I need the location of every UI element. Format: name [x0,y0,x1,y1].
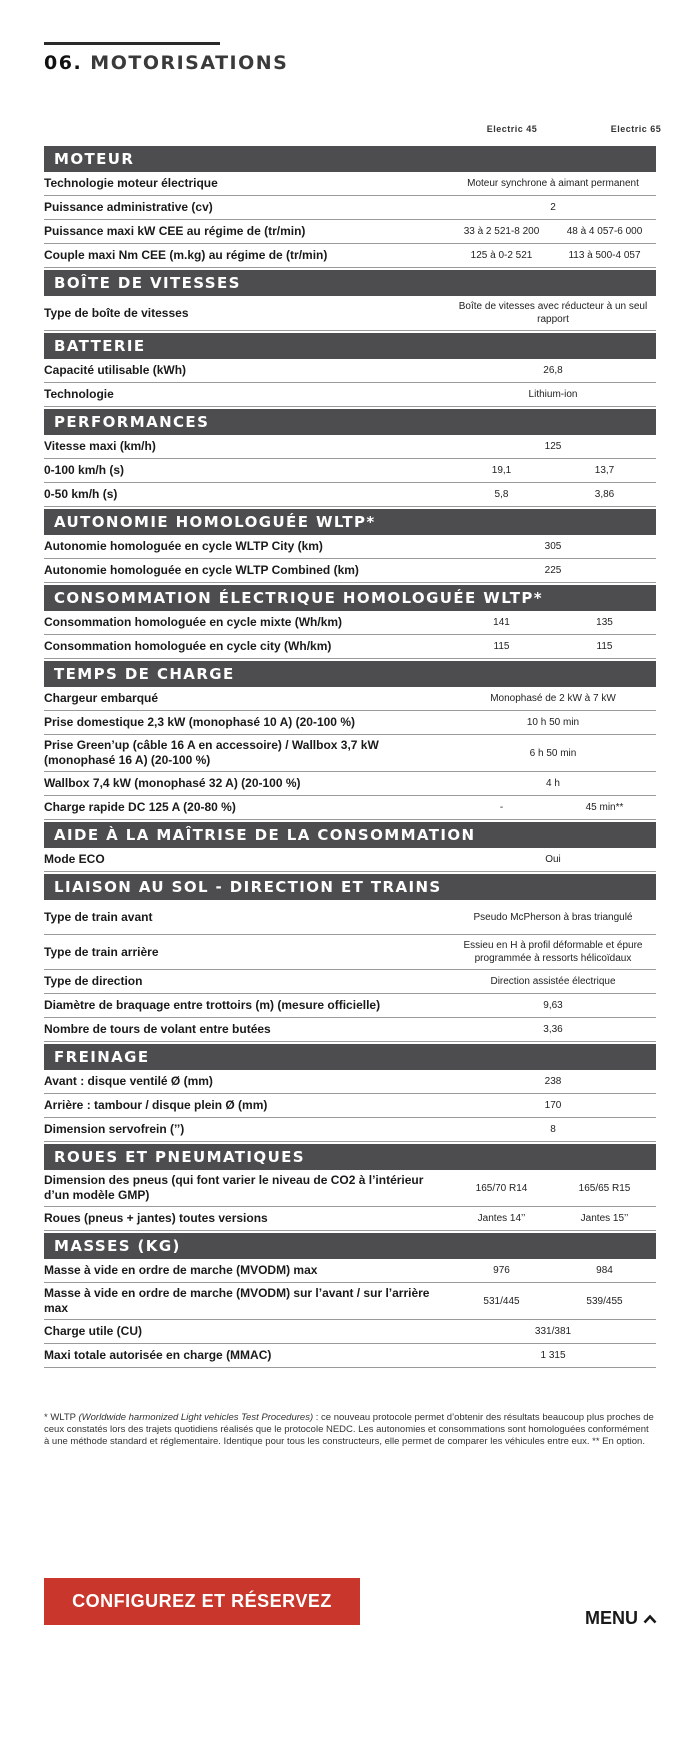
row-label: Dimension servofrein (’’) [44,1122,185,1136]
menu-label: MENU [585,1608,638,1628]
row-value-electric-45: 115 [493,641,510,652]
table-row [44,196,656,220]
table-row [44,244,656,268]
row-value-electric-65: 45 min** [585,802,624,813]
table-row [44,994,656,1018]
section-header-liaison-au-sol-direction-et-trains: LIAISON AU SOL - DIRECTION ET TRAINS [44,874,656,900]
column-header-electric-45: Electric 45 [486,124,538,134]
section-header-boite-de-vitesses: BOÎTE DE VITESSES [44,270,656,296]
row-value-electric-65: 539/455 [586,1295,623,1307]
row-value-electric-45: 19,1 [491,465,512,476]
row-label: Charge rapide DC 125 A (20-80 %) [44,800,236,814]
row-label: Consommation homologuée en cycle mixte (Wh/km) [44,615,343,629]
table-row [44,711,656,735]
row-label: Capacité utilisable (kWh) [44,363,187,377]
chevron-up-icon [643,1614,657,1624]
row-value-shared: 26,8 [543,365,563,376]
row-value-electric-65: 115 [596,641,613,652]
row-label: Type de train avant [44,909,153,924]
row-value-shared: Boîte de vitesses avec réducteur à un seul rapport [458,301,648,325]
row-value-shared: Lithium-ion [528,389,578,400]
table-row [44,772,656,796]
row-label: 0-100 km/h (s) [44,463,125,477]
section-header-autonomie-homologuee-wltp: AUTONOMIE HOMOLOGUÉE WLTP* [44,509,656,535]
section-header-consommation-electrique-homologuee-wltp: CONSOMMATION ÉLECTRIQUE HOMOLOGUÉE WLTP* [44,585,656,611]
row-label: Avant : disque ventilé Ø (mm) [44,1074,213,1088]
row-label: Type de direction [44,974,143,988]
footnote [44,1412,656,1448]
row-value-shared: Pseudo McPherson à bras triangulé [473,911,633,923]
column-header-electric-65: Electric 65 [610,124,662,134]
section-header-performances: PERFORMANCES [44,409,656,435]
row-label: Dimension des pneus (qui font varier le niveau de CO2 à l’intérieur d’un modèle GMP) [44,1173,424,1202]
section-header-freinage: FREINAGE [44,1044,656,1070]
table-row [44,383,656,407]
section-header-aide-a-la-maitrise-de-la-consommation: AIDE À LA MAÎTRISE DE LA CONSOMMATION [44,822,656,848]
table-row [44,1259,656,1283]
row-label: Mode ECO [44,852,105,866]
table-row [44,535,656,559]
row-label: Charge utile (CU) [44,1324,143,1338]
row-label: Consommation homologuée en cycle city (Wh/km) [44,639,332,653]
table-row [44,796,656,820]
row-value-electric-45: - [499,802,504,813]
configure-and-reserve-button[interactable] [44,1578,360,1625]
row-value-electric-65: 48 à 4 057-6 000 [566,226,643,237]
row-value-electric-65: 13,7 [594,465,615,476]
row-value-shared: 125 [544,441,562,452]
table-row [44,172,656,196]
row-value-shared: 4 h [546,778,560,789]
row-value-electric-45: 33 à 2 521-8 200 [463,226,540,237]
row-label: Masse à vide en ordre de marche (MVODM) max [44,1263,318,1277]
table-row [44,459,656,483]
row-label: Roues (pneus + jantes) toutes versions [44,1211,268,1225]
page-heading: MOTORISATIONS [90,52,289,74]
row-value-shared: 2 [550,202,556,213]
page-number: 06. [44,52,83,74]
section-header-batterie: BATTERIE [44,333,656,359]
table-row [44,735,656,772]
table-row [44,359,656,383]
row-value-electric-45: Jantes 14’’ [477,1213,526,1224]
section-header-temps-de-charge: TEMPS DE CHARGE [44,661,656,687]
row-value-electric-45: 165/70 R14 [475,1182,528,1194]
row-label: Vitesse maxi (km/h) [44,439,156,453]
row-value-shared: 1 315 [540,1350,566,1361]
row-value-shared: Direction assistée électrique [490,976,616,987]
footnote-body: : ce nouveau protocole permet d’obtenir des résultats beaucoup plus proches de ceux constatés lors des trajets quotidiens réalisés que le protocole NEDC. Les autonomies et consommations sont homologuées conformément à une méthode standard et réglementaire. Identique pour tous les constructeurs, elle permet de comparer les véhicules entre eux. ** En option. [44,1412,654,1447]
row-label: Chargeur embarqué [44,691,159,705]
table-row [44,1320,656,1344]
row-value-electric-45: 976 [493,1265,510,1276]
page-title [44,52,288,74]
row-value-shared: Essieu en H à profil déformable et épure programmée à ressorts hélicoïdaux [463,940,643,964]
row-value-shared: 6 h 50 min [529,747,577,759]
row-value-electric-65: Jantes 15’’ [580,1213,629,1224]
row-label: Maxi totale autorisée en charge (MMAC) [44,1348,272,1362]
table-row [44,1170,656,1207]
title-rule [44,42,220,45]
footnote-italic: (Worldwide harmonized Light vehicles Test Procedures) [78,1412,314,1423]
row-value-shared: 238 [544,1076,562,1087]
section-header-masses-kg: MASSES (KG) [44,1233,656,1259]
table-row [44,970,656,994]
table-row [44,559,656,583]
table-row [44,687,656,711]
row-label: Technologie [44,387,114,401]
row-value-electric-65: 984 [596,1265,613,1276]
menu-button[interactable] [585,1608,657,1629]
row-label: Type de train arrière [44,944,159,959]
row-value-shared: Monophasé de 2 kW à 7 kW [490,693,616,704]
row-value-electric-65: 113 à 500-4 057 [568,250,641,261]
row-label: Autonomie homologuée en cycle WLTP City (km) [44,539,323,553]
row-value-electric-45: 531/445 [483,1295,520,1307]
table-row [44,296,656,331]
row-value-electric-65: 135 [596,617,613,628]
row-value-shared: 170 [544,1100,562,1111]
row-label: 0-50 km/h (s) [44,487,118,501]
table-row [44,848,656,872]
row-label: Technologie moteur électrique [44,176,218,190]
row-label: Couple maxi Nm CEE (m.kg) au régime de (tr/min) [44,248,328,262]
section-header-moteur: MOTEUR [44,146,656,172]
table-row [44,1118,656,1142]
row-value-shared: 331/381 [534,1326,572,1337]
row-label: Diamètre de braquage entre trottoirs (m) (mesure officielle) [44,998,381,1012]
table-row [44,1207,656,1231]
row-value-shared: 9,63 [543,1000,563,1011]
table-row [44,611,656,635]
row-value-electric-45: 5,8 [494,489,509,500]
row-label: Prise domestique 2,3 kW (monophasé 10 A) (20-100 %) [44,715,355,729]
column-headers [44,124,662,144]
row-value-electric-45: 125 à 0-2 521 [470,250,533,261]
row-value-electric-45: 141 [493,617,510,628]
table-row [44,1094,656,1118]
row-label: Masse à vide en ordre de marche (MVODM) sur l’avant / sur l’arrière max [44,1286,430,1315]
table-row [44,1283,656,1320]
table-row [44,1070,656,1094]
row-label: Nombre de tours de volant entre butées [44,1022,271,1036]
row-value-shared: 3,36 [543,1024,563,1035]
row-label: Arrière : tambour / disque plein Ø (mm) [44,1098,268,1112]
table-row [44,435,656,459]
row-label: Prise Green’up (câble 16 A en accessoire) / Wallbox 3,7 kW (monophasé 16 A) (20-100 %) [44,738,379,767]
row-value-shared: 225 [544,565,562,576]
row-value-electric-65: 165/65 R15 [578,1182,631,1194]
row-label: Puissance administrative (cv) [44,200,213,214]
row-label: Wallbox 7,4 kW (monophasé 32 A) (20-100 %) [44,776,301,790]
row-label: Type de boîte de vitesses [44,305,189,320]
table-row [44,900,656,935]
table-row [44,935,656,970]
table-row [44,483,656,507]
table-row [44,1018,656,1042]
row-value-shared: 10 h 50 min [526,717,580,728]
footnote-prefix: * WLTP [44,1412,79,1423]
row-value-shared: Moteur synchrone à aimant permanent [467,178,639,189]
row-value-electric-65: 3,86 [594,489,615,500]
row-value-shared: Oui [545,854,561,865]
spec-table [44,124,662,1368]
row-label: Puissance maxi kW CEE au régime de (tr/min) [44,224,306,238]
cta-label: CONFIGUREZ ET RÉSERVEZ [72,1591,332,1611]
row-value-shared: 8 [550,1124,556,1135]
table-row [44,220,656,244]
section-header-roues-et-pneumatiques: ROUES ET PNEUMATIQUES [44,1144,656,1170]
table-row [44,635,656,659]
row-value-shared: 305 [544,541,562,552]
row-label: Autonomie homologuée en cycle WLTP Combined (km) [44,563,359,577]
table-row [44,1344,656,1368]
